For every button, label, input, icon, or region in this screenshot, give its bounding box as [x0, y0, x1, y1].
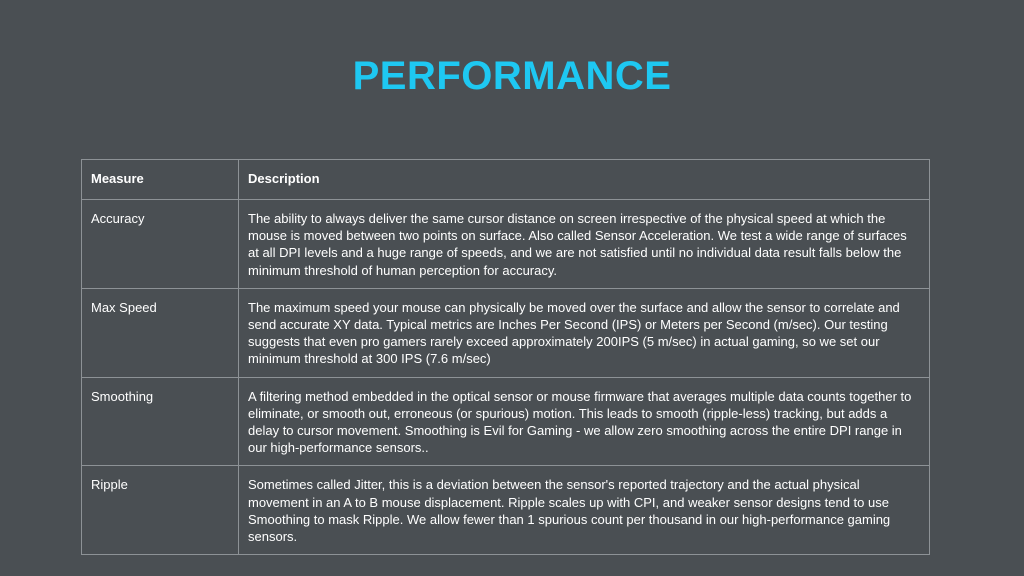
header-measure: Measure	[82, 160, 239, 200]
table-row	[82, 200, 930, 289]
performance-table	[81, 159, 930, 555]
header-description: Description	[239, 160, 930, 200]
table-row	[82, 466, 930, 555]
measure-cell: Ripple	[82, 466, 239, 555]
measure-cell: Smoothing	[82, 377, 239, 466]
table-row	[82, 377, 930, 466]
measure-cell: Accuracy	[82, 200, 239, 289]
description-cell: Sometimes called Jitter, this is a deviation between the sensor's reported trajectory and the actual physical movement in an A to B mouse displacement. Ripple scales up with CPI, and weaker sensor designs tend to use Smoothing to mask Ripple. We allow fewer than 1 spurious count per thousand in our high-performance gaming sensors.	[239, 466, 930, 555]
description-cell: A filtering method embedded in the optical sensor or mouse firmware that averages multiple data counts together to eliminate, or smooth out, erroneous (or spurious) motion. This leads to smooth (ripple-less) tracking, but adds a delay to cursor movement. Smoothing is Evil for Gaming - we allow zero smoothing across the entire DPI range in our high-performance sensors..	[239, 377, 930, 466]
page-title: PERFORMANCE	[352, 54, 672, 98]
measure-cell: Max Speed	[82, 288, 239, 377]
table-header-row	[82, 160, 930, 200]
description-cell: The ability to always deliver the same cursor distance on screen irrespective of the physical speed at which the mouse is moved between two points on surface. Also called Sensor Acceleration. We test a wide range of surfaces at all DPI levels and a huge range of speeds, and we are not satisfied until no individual data result falls below the minimum threshold of human perception for accuracy.	[239, 200, 930, 289]
table-row	[82, 288, 930, 377]
description-cell: The maximum speed your mouse can physically be moved over the surface and allow the sensor to correlate and send accurate XY data. Typical metrics are Inches Per Second (IPS) or Meters per Second (m/sec). Our testing suggests that even pro gamers rarely exceed approximately 200IPS (5 m/sec) in actual gaming, so we set our minimum threshold at 300 IPS (7.6 m/sec)	[239, 288, 930, 377]
